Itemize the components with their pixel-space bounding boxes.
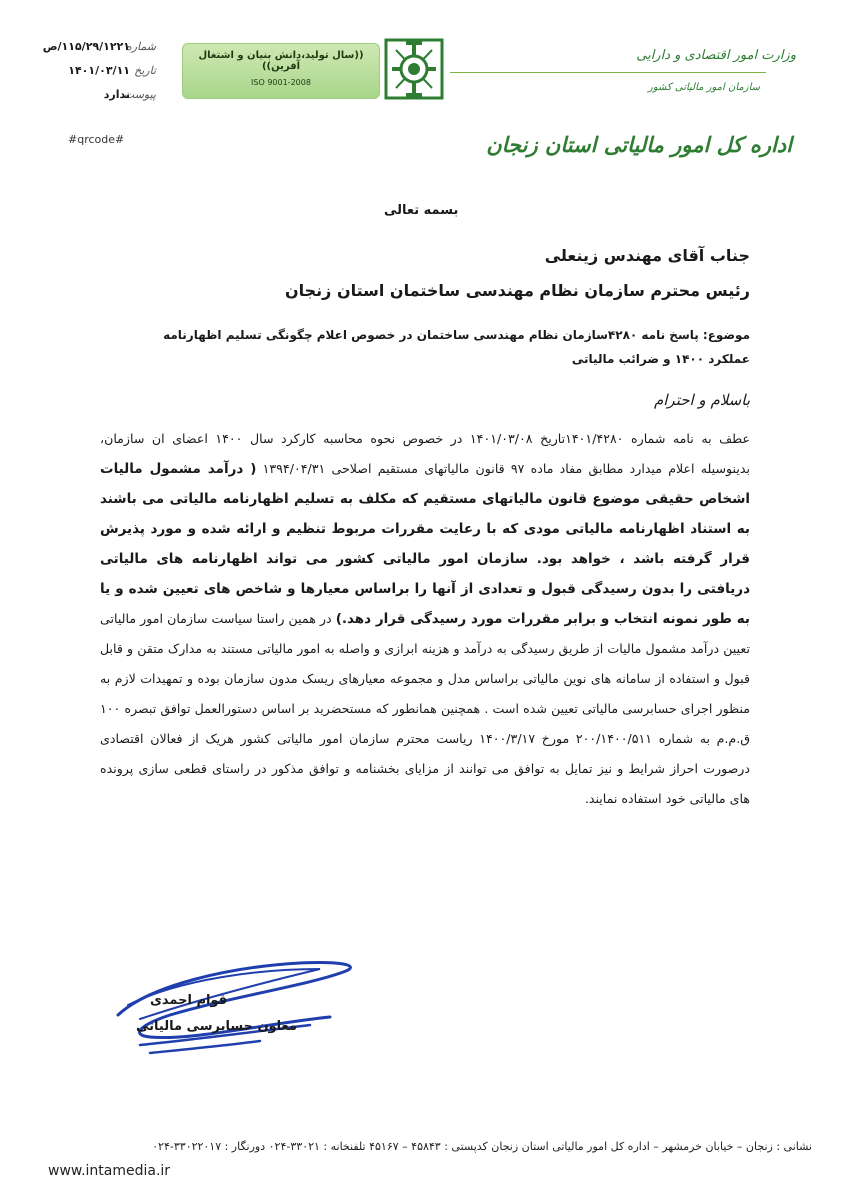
organization-name: سازمان امور مالیاتی کشور [648,82,760,93]
letter-attachment-label: پیوست [123,88,156,101]
letter-body [100,424,750,814]
iso-text: ISO 9001-2008 [251,78,311,87]
salutation: باسلام و احترام [653,391,750,409]
letter-date-label: تاریخ [134,64,156,77]
letter-date-row [36,64,156,84]
website-link[interactable]: www.intamedia.ir [48,1163,171,1179]
slogan-badge [182,43,380,99]
letter-number-label: شماره [125,40,156,53]
ministry-name: وزارت امور اقتصادی و دارایی [636,48,796,63]
addressee-title: رئیس محترم سازمان نظام مهندسی ساختمان استان زنجان [284,281,750,300]
body-legal-quote: ( درآمد مشمول مالیات اشخاص حقیقی موضوع قانون مالیاتهای مستقیم که مکلف به تسلیم اظهارنامه مالیاتی می باشند به استناد اظهارنامه مالیاتی مودی که با رعایت مقررات مربوط تنظیم و ارائه شده و مورد پذیرش قرار گرفته باشد ، خواهد بود. سازمان امور مالیاتی کشور می تواند اظهارنامه های مالیاتی دریافتی را بدون رسیدگی قبول و تعدادی از آنها را براساس معیارها و شاخص های تعیین شده و یا به طور نمونه انتخاب و برابر مقررات مورد رسیدگی قرار دهد.) [100,461,750,627]
letter-attachment-row [36,88,156,108]
tax-organization-emblem-icon [384,38,444,100]
letter-date-value: ۱۴۰۱/۰۳/۱۱ [68,64,130,77]
body-policy: در همین راستا سیاست سازمان امور مالیاتی تعیین درآمد مشمول مالیات از طریق رسیدگی به درآمد و هزینه ابرازی و واصله به امور مالیاتی مستند به مدارک متقن و قابل قبول و استفاده از سامانه های نوین مالیاتی براساس مدل و مجموعه معیارهای ریسک مدون سازمان بوده و تمهیدات لازم به منظور اجرای حسابرسی مالیاتی تعیین شده است . همچنین همانطور که مستحضرید بر اساس دستورالعمل توافق تبصره ۱۰۰ ق.م.م به شماره ۲۰۰/۱۴۰۰/۵۱۱ مورخ ۱۴۰۰/۳/۱۷ ریاست محترم سازمان امور مالیاتی کشور هریک از فعالان اقتصادی درصورت احراز شرایط و نیز تمایل به توافق می توانند از مزایای بخشنامه و توافق مذکور در راستای قطعی سازی پرونده های مالیاتی خود استفاده نمایند. [100,611,750,806]
addressee-name: جناب آقای مهندس زینعلی [544,246,750,265]
department-name: اداره کل امور مالیاتی استان زنجان [486,132,792,157]
body-intro: عطف به نامه شماره ۱۴۰۱/۴۲۸۰تاریخ ۱۴۰۱/۰۳/۰۸ در خصوص نحوه محاسبه کارکرد سال ۱۴۰۰ اعضای ان سازمان، بدینوسیله اعلام میدارد مطابق مفاد ماده ۹۷ قانون مالیاتهای مستقیم اصلاحی ۱۳۹۴/۰۴/۳۱ [100,431,750,476]
signatory-name: قوام احمدی [150,993,228,1008]
letter-subject: موضوع: پاسخ نامه ۴۲۸۰سازمان نظام مهندسی ساختمان در خصوص اعلام چگونگی تسلیم اظهارنامه عملکرد ۱۴۰۰ و ضرائب مالیاتی [163,328,750,366]
slogan-text: ((سال تولید،دانش بنیان و اشتغال آفرین)) [198,50,364,72]
basmala: بسمه تعالی [384,203,459,218]
letter-attachment-value: ندارد [103,88,130,101]
header-divider [450,72,766,73]
footer-address: نشانی : زنجان – خیابان خرمشهر – اداره کل امور مالیاتی استان زنجان کدپستی : ۴۵۸۴۳ – ۴۵۱۶۷ تلفنخانه : ۳۳۰۲۱-۰۲۴ دورنگار : ۳۳۰۲۲۰۱۷-۰۲۴ [152,1140,812,1153]
signatory-title: معاون حسابرسی مالیاتی [136,1019,297,1034]
letter-number-row [36,40,156,60]
qrcode-placeholder: #qrcode# [68,133,125,146]
signature-scribble [110,945,370,1065]
letter-number-value: ۱۱۵/۲۹/۱۲۲۱/ص [42,40,130,53]
